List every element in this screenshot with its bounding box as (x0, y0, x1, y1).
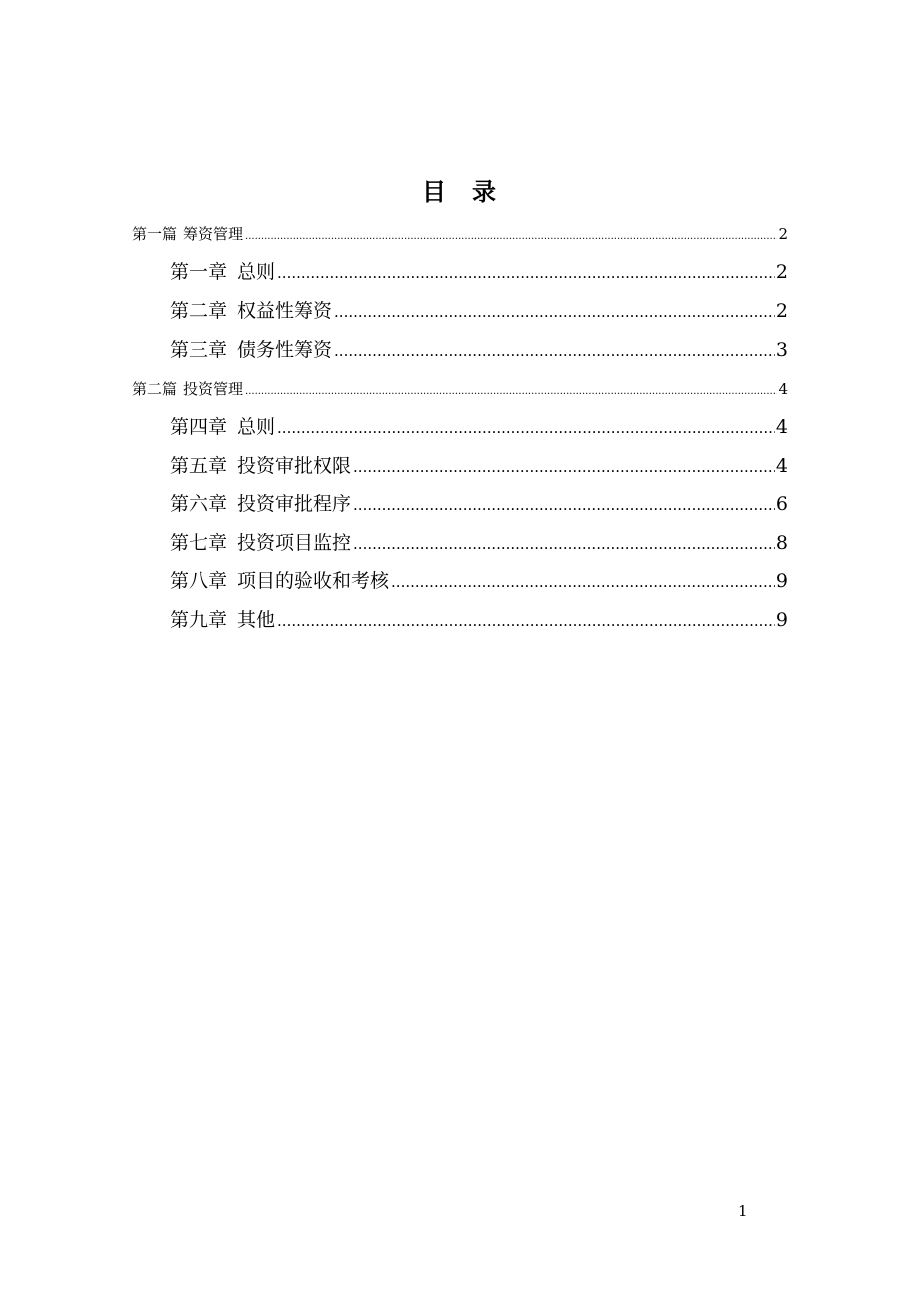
toc-entry-name: 投资项目监控 (237, 532, 352, 554)
toc-entry-number: 第九章 (170, 609, 228, 631)
toc-entry-page: 2 (775, 261, 788, 283)
page-number: 1 (738, 1202, 748, 1220)
toc-dot-leader (334, 303, 775, 321)
toc-entry-name: 总则 (237, 261, 276, 283)
toc-entry-chapter-8[interactable] (170, 566, 788, 594)
toc-dot-leader (277, 612, 775, 630)
toc-entry-name: 其他 (237, 609, 276, 631)
toc-entry-number: 第三章 (170, 339, 228, 361)
toc-title (0, 176, 920, 208)
toc-dot-leader (277, 419, 775, 437)
toc-dot-leader (353, 458, 775, 476)
toc-entry-page: 4 (775, 455, 788, 477)
toc-entry-name: 总则 (237, 416, 276, 438)
toc-entry-name: 项目的验收和考核 (237, 570, 390, 592)
toc-entry-page: 9 (775, 570, 788, 592)
toc-entry-chapter-3[interactable] (170, 335, 788, 363)
toc-entry-number: 第八章 (170, 570, 228, 592)
toc-entry-page: 4 (778, 380, 788, 398)
toc-entry-page: 3 (775, 339, 788, 361)
toc-title-char-1: 目 (422, 178, 448, 206)
toc-dot-leader (353, 535, 775, 553)
toc-entry-name: 投资审批权限 (237, 455, 352, 477)
toc-entry-number: 第二篇 (132, 380, 178, 398)
toc-entry-number: 第五章 (170, 455, 228, 477)
toc-entry-number: 第六章 (170, 493, 228, 515)
toc-entry-chapter-2[interactable] (170, 296, 788, 324)
toc-entry-name: 投资管理 (183, 380, 244, 398)
toc-entry-name: 权益性筹资 (237, 300, 333, 322)
toc-entry-number: 第一章 (170, 261, 228, 283)
toc-entry-page: 6 (775, 493, 788, 515)
toc-entry-page: 2 (778, 225, 788, 243)
toc-entry-chapter-9[interactable] (170, 605, 788, 633)
toc-dot-leader (334, 342, 775, 360)
toc-entry-page: 8 (775, 532, 788, 554)
toc-entry-chapter-4[interactable] (170, 412, 788, 440)
toc-entry-name: 债务性筹资 (237, 339, 333, 361)
toc-dot-leader (353, 496, 775, 514)
toc-dot-leader (245, 386, 777, 397)
toc-entry-page: 4 (775, 416, 788, 438)
toc-entry-number: 第七章 (170, 532, 228, 554)
toc-dot-leader (277, 264, 775, 282)
toc-entry-chapter-6[interactable] (170, 489, 788, 517)
toc-entry-chapter-7[interactable] (170, 528, 788, 556)
toc-entry-chapter-1[interactable] (170, 257, 788, 285)
toc-entry-page: 2 (775, 300, 788, 322)
toc-entry-number: 第二章 (170, 300, 228, 322)
toc-entry-chapter-5[interactable] (170, 451, 788, 479)
toc-entry-part-2[interactable] (132, 378, 788, 400)
toc-entry-number: 第四章 (170, 416, 228, 438)
toc-title-char-2: 录 (472, 178, 498, 206)
toc-dot-leader (245, 231, 777, 242)
toc-entry-page: 9 (775, 609, 788, 631)
toc-dot-leader (391, 573, 775, 591)
toc-entry-part-1[interactable] (132, 223, 788, 245)
toc-entry-name: 筹资管理 (183, 225, 244, 243)
toc-entry-number: 第一篇 (132, 225, 178, 243)
toc-entry-name: 投资审批程序 (237, 493, 352, 515)
